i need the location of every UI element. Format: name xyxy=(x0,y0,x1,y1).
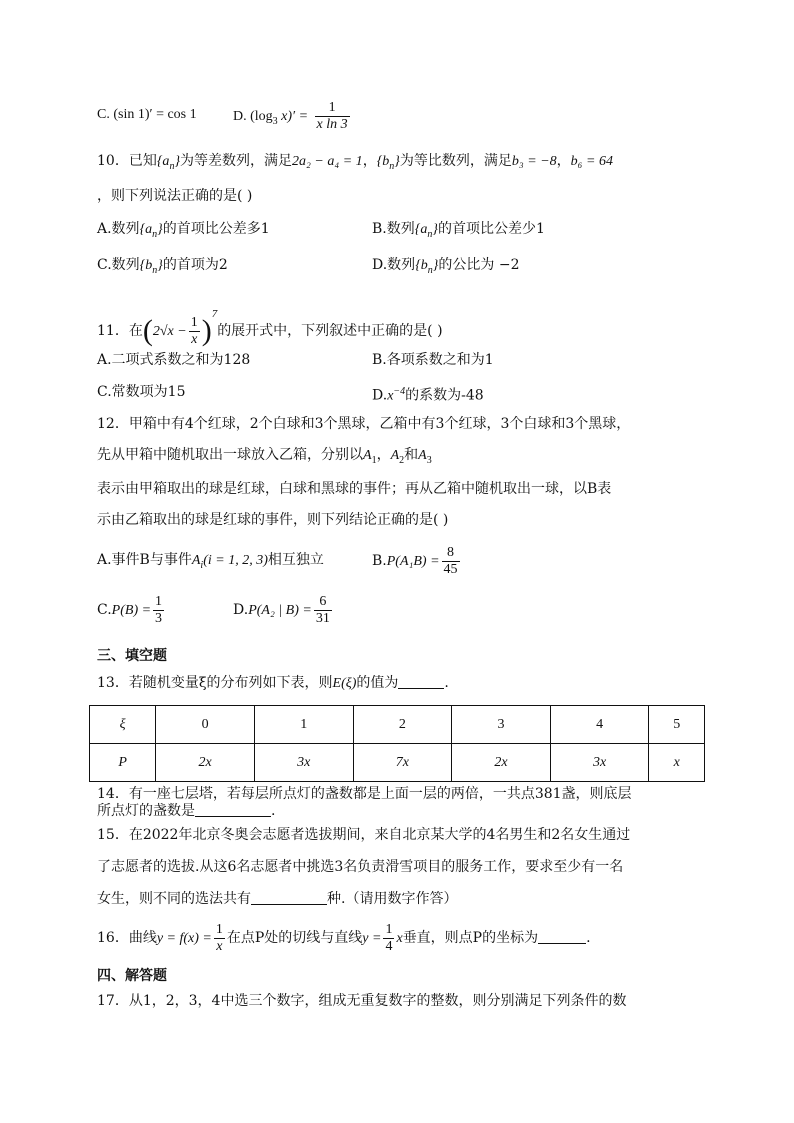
q16-expr: y = f(x) = xyxy=(156,931,212,946)
q12-opt-a-sub: i xyxy=(200,559,204,571)
q9-option-d-fraction xyxy=(315,100,350,133)
q11-power: 7 xyxy=(211,308,218,320)
q12-line2 xyxy=(97,445,432,471)
table-cell: 2 xyxy=(353,706,452,744)
q10-seq-a: {a xyxy=(156,154,170,169)
table-cell: x xyxy=(649,744,705,782)
q11-option-d xyxy=(372,382,484,407)
q12-line2-a: 先从甲箱中随机取出一球放入乙箱，分别以 xyxy=(97,447,363,463)
q15-line3-a: 女生，则不同的选法共有 xyxy=(97,891,251,907)
q16-line xyxy=(97,920,591,957)
q12-a1: A xyxy=(363,448,372,463)
q16-den2: 4 xyxy=(385,938,393,954)
q16-num2: 1 xyxy=(385,921,393,937)
q9-option-c-text: C. (sin 1)′ = cos 1 xyxy=(97,107,197,122)
q12-opt-a-pre: A.事件B与事件 xyxy=(97,552,192,568)
table-cell: 0 xyxy=(156,706,255,744)
q10-text-c: ， xyxy=(362,153,377,169)
q10-seq-a-sub: n xyxy=(169,160,175,172)
q11-line1 xyxy=(97,292,443,354)
table-cell: 4 xyxy=(550,706,649,744)
q13-prefix: 13．若随机变量ξ的分布列如下表，则 xyxy=(97,675,333,691)
q11-fraction xyxy=(189,315,200,348)
q12-opt-a-ai: A xyxy=(191,553,201,568)
q15-answer-blank[interactable] xyxy=(251,890,327,905)
q12-option-a xyxy=(97,550,324,576)
q10-opt-c-label: C.数列 xyxy=(97,257,140,273)
table-cell: 5 xyxy=(649,706,705,744)
q12-opt-b-expr: P(A₁B) = xyxy=(386,554,440,569)
q16-num1: 1 xyxy=(215,921,223,937)
q11-prefix: 11．在 xyxy=(97,323,143,339)
q11-option-a: A.二项式系数之和为128 xyxy=(97,352,251,368)
q12-line1: 12．甲箱中有4个红球，2个白球和3个黑球，乙箱中有3个红球，3个白球和3个黑球， xyxy=(97,416,631,432)
q13-suffix: 的值为 xyxy=(356,675,399,691)
table-cell: ξ xyxy=(90,706,156,744)
q16-expr2: y = xyxy=(362,931,382,946)
q12-line2-c: 和 xyxy=(404,447,419,463)
q10-opt-a-sub: n xyxy=(152,228,158,240)
q10-opt-b-sub: n xyxy=(427,228,433,240)
q10-opt-a-close: } xyxy=(157,222,163,237)
q14-line2 xyxy=(97,802,275,820)
q10-opt-c-tail: 的首项为2 xyxy=(162,257,228,273)
q12-opt-b-pre: B. xyxy=(372,553,387,569)
q11-frac-den: x xyxy=(191,331,198,347)
q10-opt-c-seq: {b xyxy=(139,258,153,273)
q12-line2-b: ， xyxy=(376,447,391,463)
q11-close-paren: ) xyxy=(201,314,212,347)
q10-opt-d-sub: n xyxy=(427,264,433,276)
q14-answer-blank[interactable] xyxy=(195,802,271,817)
q10-comma: ， xyxy=(556,153,571,169)
q12-opt-a-tail: 相互独立 xyxy=(267,552,324,568)
q11-open-paren: ( xyxy=(142,314,153,347)
q13-expr: E(ξ) xyxy=(332,676,357,691)
q16-mid: 在点P处的切线与直线 xyxy=(226,930,363,946)
q13-end: . xyxy=(444,675,449,691)
q10-text-d: 为等比数列，满足 xyxy=(399,153,512,169)
q11-opt-d-x: x xyxy=(387,388,394,404)
section-fill-in-title: 三、填空题 xyxy=(97,648,167,664)
q13-answer-blank[interactable] xyxy=(398,674,444,689)
q10-opt-d-tail: 的公比为 −2 xyxy=(438,257,520,273)
q10-option-d xyxy=(372,255,520,281)
q10-cond-b6: b₆ = 64 xyxy=(570,154,613,169)
q11-suffix: 的展开式中，下列叙述中正确的是( ) xyxy=(217,323,443,339)
q12-a2-sub: 2 xyxy=(399,454,405,466)
q10-opt-c-sub: n xyxy=(152,264,158,276)
q12-a1-sub: 1 xyxy=(371,454,377,466)
table-cell: 2x xyxy=(452,744,551,782)
q16-den1: x xyxy=(216,938,223,954)
q10-cond-b3: b₃ = −8 xyxy=(511,154,557,169)
q11-opt-d-tail: 的系数为-48 xyxy=(405,387,484,404)
q16-fraction-1 xyxy=(214,922,225,955)
q14-line2-text: 所点灯的盏数是 xyxy=(97,803,195,819)
q11-frac-num: 1 xyxy=(190,314,198,330)
q10-opt-d-seq: {b xyxy=(415,258,428,273)
q12-opt-d-pre: D. xyxy=(233,602,249,618)
q10-opt-a-label: A.数列 xyxy=(97,221,140,237)
q16-fraction-2 xyxy=(383,922,394,955)
q12-opt-c-num: 1 xyxy=(155,593,163,609)
q12-option-c xyxy=(97,592,166,629)
q10-option-a xyxy=(97,219,270,245)
q10-opt-b-seq: {a xyxy=(414,222,428,237)
q12-opt-a-range: (i = 1, 2, 3) xyxy=(203,553,268,568)
table-cell: 3x xyxy=(254,744,353,782)
q11-expr: 2√x − xyxy=(152,324,187,339)
q12-option-d xyxy=(233,592,334,629)
table-cell: 3x xyxy=(550,744,649,782)
q12-opt-d-expr: P(A₂ | B) = xyxy=(248,603,312,618)
q10-opt-b-label: B.数列 xyxy=(372,221,415,237)
q16-suffix: 垂直，则点P的坐标为 xyxy=(402,930,539,946)
table-cell: 3 xyxy=(452,706,551,744)
table-cell: P xyxy=(90,744,156,782)
q15-line3-b: 种.（请用数字作答） xyxy=(327,891,458,907)
q9-d-denominator: x ln 3 xyxy=(316,116,348,132)
q10-cond-a: 2a₂ − a₄ = 1 xyxy=(292,154,363,169)
table-cell: 7x xyxy=(353,744,452,782)
q10-opt-b-close: } xyxy=(432,222,438,237)
q9-option-d-sub: 3 xyxy=(272,115,278,127)
q10-text-b: 为等差数列，满足 xyxy=(180,153,293,169)
q12-opt-b-fraction xyxy=(442,545,460,578)
q14-end: . xyxy=(271,803,276,819)
q17-line1: 17．从1，2，3，4中选三个数字，组成无重复数字的整数，则分别满足下列条件的数 xyxy=(97,993,627,1009)
q10-opt-b-tail: 的首项比公差少1 xyxy=(437,221,545,237)
q9-option-d xyxy=(233,98,352,140)
q12-line4: 示由乙箱取出的球是红球的事件，则下列结论正确的是( ) xyxy=(97,512,449,528)
q12-a2: A xyxy=(390,448,400,463)
q12-option-b xyxy=(372,543,462,580)
q11-opt-d-label: D. xyxy=(372,387,388,404)
distribution-table xyxy=(89,705,705,782)
table-row xyxy=(90,744,705,782)
q12-a3-sub: 3 xyxy=(426,454,432,466)
q11-option-c: C.常数项为15 xyxy=(97,384,186,400)
q12-opt-d-fraction xyxy=(314,594,332,627)
q12-opt-c-expr: P(B) = xyxy=(111,603,152,618)
q9-option-d-prefix: D. (log xyxy=(233,109,273,124)
q12-line3: 表示由甲箱取出的球是红球，白球和黑球的事件；再从乙箱中随机取出一球，以B表 xyxy=(97,481,612,497)
table-cell: 1 xyxy=(254,706,353,744)
q10-seq-b: {b xyxy=(376,154,390,169)
q9-option-d-mid: x)′ = xyxy=(277,109,309,124)
q12-opt-c-pre: C. xyxy=(97,602,112,618)
q10-opt-a-seq: {a xyxy=(139,222,153,237)
q10-seq-b-sub: n xyxy=(389,160,395,172)
q10-opt-d-label: D.数列 xyxy=(372,257,416,273)
q10-option-b xyxy=(372,219,545,245)
q10-line2: ，则下列说法正确的是( ) xyxy=(97,188,253,204)
q10-seq-a-close: } xyxy=(174,154,181,169)
q9-d-numerator: 1 xyxy=(315,100,350,117)
q15-line1: 15．在2022年北京冬奥会志愿者选拔期间，来自北京某大学的4名男生和2名女生通过 xyxy=(97,827,631,843)
q10-seq-b-close: } xyxy=(394,154,400,169)
q16-x: x xyxy=(396,931,403,946)
q10-line1 xyxy=(97,151,613,177)
q12-opt-c-fraction xyxy=(153,594,164,627)
q12-opt-b-den: 45 xyxy=(443,561,458,577)
q15-line3 xyxy=(97,889,457,909)
q12-opt-b-num: 8 xyxy=(442,545,460,562)
q12-a3: A xyxy=(418,448,427,463)
q13-line xyxy=(97,673,449,694)
q10-option-c xyxy=(97,255,228,281)
q15-line2: 了志愿者的选拔.从这6名志愿者中挑选3名负责滑雪项目的服务工作，要求至少有一名 xyxy=(97,859,624,875)
q10-number: 10．已知 xyxy=(97,153,157,169)
q14-line1: 14．有一座七层塔，若每层所点灯的盏数都是上面一层的两倍，一共点381盏，则底层 xyxy=(97,786,632,802)
q10-opt-d-close: } xyxy=(432,258,439,273)
table-cell: 2x xyxy=(156,744,255,782)
q16-prefix: 16．曲线 xyxy=(97,930,157,946)
q9-option-c xyxy=(97,104,197,125)
q11-option-b: B.各项系数之和为1 xyxy=(372,352,494,368)
q10-opt-a-tail: 的首项比公差多1 xyxy=(162,221,270,237)
q12-opt-d-den: 31 xyxy=(315,610,330,626)
q10-opt-c-close: } xyxy=(157,258,163,273)
table-row xyxy=(90,706,705,744)
q12-opt-c-den: 3 xyxy=(155,610,163,626)
section-answer-title: 四、解答题 xyxy=(97,968,167,984)
q16-answer-blank[interactable] xyxy=(538,929,586,944)
q12-opt-d-num: 6 xyxy=(314,594,332,611)
q16-end: . xyxy=(586,930,591,946)
q11-opt-d-sup: −4 xyxy=(393,386,406,397)
